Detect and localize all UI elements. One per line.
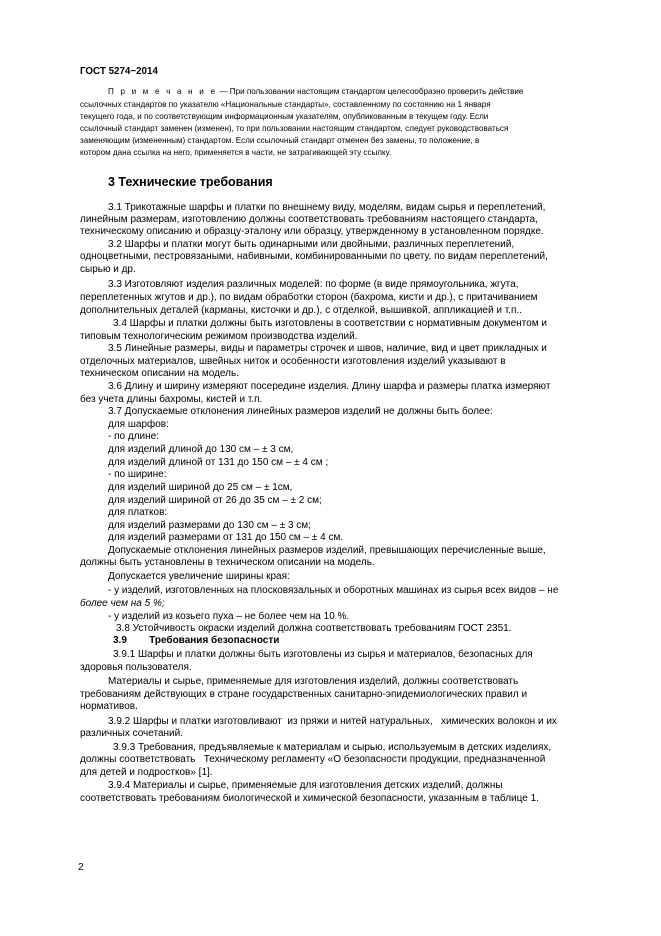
text-line: Допускаемые отклонения линейных размеров изделий, превышающих перечисленные выше, <box>108 545 546 556</box>
text-line: Материалы и сырье, применяемые для изготовления изделий, должны соответствовать <box>108 676 519 687</box>
text-line: переплетенных жгутов и др.), по видам обработки сторон (бахрома, кисти и др.), с притачиванием <box>80 292 538 303</box>
text-line: техническому описанию и образцу-эталону или образцу, утвержденному в установленном порядке. <box>80 226 544 237</box>
text-line: нормативов. <box>80 701 138 712</box>
subsection-title: 3.9 Требования безопасности <box>113 635 280 646</box>
text-line: типовым технологическим режимом производства изделий. <box>80 331 358 342</box>
text-line: линейным размерам, изготовлению должны соответствовать требованиям настоящего стандарта, <box>80 214 538 225</box>
text-line: 3.9.2 Шарфы и платки изготовливают из пряжи и нитей натуральных, химических волокон и их <box>108 716 557 727</box>
text-line: одноцветными, пестровязаными, набивными, комбинированными по цвету, по видам переплетений, <box>80 251 548 262</box>
text-line: должны соответствовать Техническому регламенту «О безопасности продукции, предназначенной <box>80 754 546 765</box>
text-line: без учета длины бахромы, кистей и т.п. <box>80 394 263 405</box>
text-line: для платков: <box>108 507 168 518</box>
page-number: 2 <box>78 862 84 873</box>
section-title: 3 Технические требования <box>108 175 273 189</box>
text-line: должны быть установлены в техническом описании на модель. <box>80 557 375 568</box>
text-line: 3.8 Устойчивость окраски изделий должна соответствовать требованиям ГОСТ 2351. <box>116 623 512 634</box>
text-line: соответствовать требованиям биологической и химической безопасности, указанным в таблице 1. <box>80 793 539 804</box>
standard-designation: ГОСТ 5274−2014 <box>80 66 158 77</box>
text-line: - у изделий из козьего пуха – не более чем на 10 %. <box>108 611 350 622</box>
text-line: 3.9.1 Шарфы и платки должны быть изготовлены из сырья и материалов, безопасных для <box>113 649 533 660</box>
note-line: котором дана ссылка на него, применяется в части, не затрагивающей эту ссылку. <box>80 148 392 157</box>
text-line: 3.4 Шарфы и платки должны быть изготовлены в соответствии с нормативным документом и <box>113 318 547 329</box>
text-line: 3.9.3 Требования, предъявляемые к материалам и сырью, используемым в детских изделиях, <box>113 742 552 753</box>
text-line: 3.1 Трикотажные шарфы и платки по внешнему виду, моделям, видам сырья и переплетений, <box>108 202 546 213</box>
text-line: для изделий длиной до 130 см – ± 3 см, <box>108 444 294 455</box>
note-text: — При пользовании настоящим стандартом целесообразно проверить действие <box>217 87 524 96</box>
text-line: требованиям действующих в стране государственных санитарно-эпидемиологических правил и <box>80 689 528 700</box>
text-line: для шарфов: <box>108 419 169 430</box>
text-line: 3.7 Допускаемые отклонения линейных размеров изделий не должны быть более: <box>108 406 493 417</box>
text-line: 3.6 Длину и ширину измеряют посередине изделия. Длину шарфа и размеры платка измеряют <box>108 381 551 392</box>
text-line: техническом описании на модель. <box>80 368 239 379</box>
text-line: 3.2 Шарфы и платки могут быть одинарными или двойными, различных переплетений, <box>108 239 515 250</box>
note-line: заменяющим (измененным) стандартом. Если ссылочный стандарт отменен без замены, то положение, в <box>80 136 480 145</box>
text-line: отделочных материалов, швейных ниток и особенности изготовления изделий указывают в <box>80 356 506 367</box>
text-line: Допускается увеличение ширины края: <box>108 571 290 582</box>
text-line: для изделий шириной до 25 см – ± 1см, <box>108 482 293 493</box>
note-label: П р и м е ч а н и е <box>108 87 218 96</box>
text-line: - у изделий, изготовленных на плосковязальных и оборотных машинах из сырья всех видов – не <box>108 585 559 596</box>
text-line: 3.5 Линейные размеры, виды и параметры строчек и швов, наличие, вид и цвет прикладных и <box>108 343 547 354</box>
note-line <box>108 86 523 98</box>
text-line: более чем на 5 %; <box>80 598 165 609</box>
text-line: различных сочетаний. <box>80 728 183 739</box>
text-line: для изделий длиной от 131 до 150 см – ± 4 см ; <box>108 457 329 468</box>
note-line: ссылочных стандартов по указателю «Национальные стандарты», составленному по состоянию на 1 января <box>80 100 491 109</box>
text-line: для детей и подростков» [1]. <box>80 767 213 778</box>
text-line: для изделий размерами от 131 до 150 см – ± 4 см. <box>108 532 344 543</box>
note-line: ссылочный стандарт заменен (изменен), то при пользовании настоящим стандартом, следует руководствоваться <box>80 124 509 133</box>
text-line: для изделий размерами до 130 см – ± 3 см; <box>108 520 311 531</box>
text-line: - по длине: <box>108 431 159 442</box>
text-line: 3.9.4 Материалы и сырье, применяемые для изготовления детских изделий, должны <box>108 780 503 791</box>
text-line: дополнительных деталей (карманы, кисточки и др.), с отделкой, вышивкой, аппликацией и т.п.. <box>80 305 522 316</box>
note-line: текущего года, и по соответствующим информационным указателям, опубликованным в текущем году. Если <box>80 112 489 121</box>
text-line: 3.3 Изготовляют изделия различных моделей: по форме (в виде прямоугольника, жгута, <box>108 279 519 290</box>
text-line: - по ширине: <box>108 469 167 480</box>
text-line: сырью и др. <box>80 264 136 275</box>
text-line: здоровья пользователя. <box>80 662 192 673</box>
text-line: для изделий шириной от 26 до 35 см – ± 2 см; <box>108 495 322 506</box>
